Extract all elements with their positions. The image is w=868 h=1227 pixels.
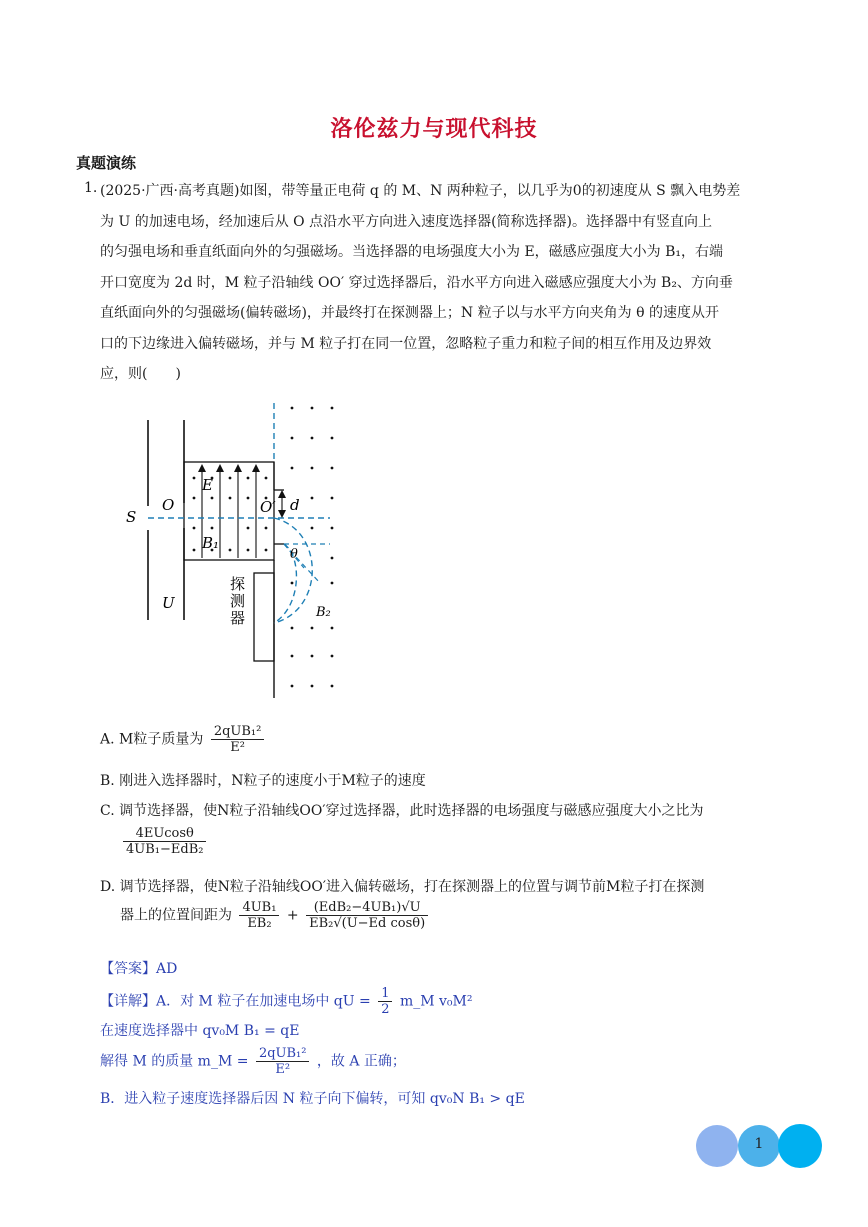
fraction-den: 2 [381, 1002, 390, 1017]
stem-line: 为 U 的加速电场，经加速后从 O 点沿水平方向进入速度选择器(简称选择器)。选择器中有竖直向上 [100, 213, 712, 230]
detail-line-1 [100, 986, 472, 1017]
stem-line: 应，则( ) [100, 366, 181, 382]
plus-sign: + [286, 907, 299, 924]
stem-line: 开口宽度为 2d 时，M 粒子沿轴线 OO′ 穿过选择器后，沿水平方向进入磁感应强度大小为 B₂、方向垂 [100, 274, 733, 291]
physics-diagram [120, 398, 350, 703]
fraction-num: 4UB₁ [239, 900, 279, 916]
page-title: 洛伦兹力与现代科技 [330, 117, 538, 142]
detector [254, 573, 274, 661]
label-b2: B₂ [316, 605, 331, 620]
fraction-num: 1 [378, 986, 392, 1002]
fraction [239, 900, 279, 931]
option-d-line2 [120, 900, 431, 931]
fraction [123, 826, 206, 857]
option-c-fraction [120, 826, 209, 857]
fraction [256, 1046, 310, 1077]
detail-line-3 [100, 1046, 406, 1077]
fraction-num: (EdB₂−4UB₁)√U [306, 900, 428, 916]
page-circle-left [696, 1125, 738, 1167]
fraction [306, 900, 428, 931]
stem-line: (2025·广西·高考真题)如图，带等量正电荷 q 的 M、N 两种粒子，以几乎为0的初速度从 S 飘入电势差 [100, 183, 741, 199]
question-stem [100, 176, 800, 390]
label-e: E [202, 476, 213, 494]
fraction-num: 2qUB₁² [211, 724, 265, 740]
option-c: C. 调节选择器，使N粒子沿轴线OO′穿过选择器，此时选择器的电场强度与磁感应强度大小之比为 [100, 803, 704, 819]
label-u: U [162, 594, 175, 612]
section-heading: 真题演练 [76, 154, 137, 172]
option-a [100, 724, 267, 755]
fraction-den: 4UB₁−EdB₂ [126, 842, 204, 857]
label-o: O [162, 496, 175, 514]
stem-line: 口的下边缘进入偏转磁场，并与 M 粒子打在同一位置，忽略粒子重力和粒子间的相互作用及边界效 [100, 335, 712, 352]
label-b1: B₁ [202, 534, 220, 552]
page-circle-right [778, 1124, 822, 1168]
fraction-num: 2qUB₁² [256, 1046, 310, 1062]
detector-label-1: 探 [230, 575, 246, 593]
fraction-den: EB₂ [247, 916, 272, 931]
option-d: D. 调节选择器，使N粒子沿轴线OO′进入偏转磁场，打在探测器上的位置与调节前M粒子打在探测 [100, 879, 705, 895]
fraction [211, 724, 265, 755]
stem-line: 的匀强电场和垂直纸面向外的匀强磁场。当选择器的电场强度大小为 E，磁感应强度大小为 B₁，右端 [100, 244, 724, 260]
label-d: d [290, 496, 300, 514]
answer-label: 【答案】AD [100, 961, 178, 977]
detail-text: ，故 A 正确； [316, 1053, 406, 1070]
detail-text: m_M v₀M² [399, 993, 473, 1010]
label-s: S [126, 508, 137, 526]
detail-text: A．对 M 粒子在加速电场中 qU = [156, 993, 371, 1010]
detail-text: 解得 M 的质量 m_M = [100, 1053, 249, 1070]
stem-line: 直纸面向外的匀强磁场(偏转磁场)，并最终打在探测器上；N 粒子以与水平方向夹角为 θ 的速度从开 [100, 305, 719, 321]
detector-label-2: 测 [230, 592, 246, 610]
detail-line-4: B．进入粒子速度选择器后因 N 粒子向下偏转，可知 qv₀N B₁ > qE [100, 1091, 525, 1107]
option-d-text2: 器上的位置间距为 [120, 907, 232, 924]
option-a-text: A. M粒子质量为 [100, 731, 204, 748]
m-trajectory [274, 518, 312, 623]
fraction-den: E² [230, 740, 245, 755]
fraction-den: EB₂√(U−Ed cosθ) [309, 916, 426, 931]
fraction [378, 986, 392, 1017]
label-o-prime: O′ [260, 498, 276, 516]
page-number: 1 [754, 1136, 764, 1152]
question-number: 1. [84, 180, 98, 196]
fraction-den: E² [275, 1062, 291, 1077]
label-theta: θ [290, 547, 298, 562]
fraction-num: 4EUcosθ [123, 826, 206, 842]
option-b: B. 刚进入选择器时，N粒子的速度小于M粒子的速度 [100, 773, 426, 789]
detail-line-2: 在速度选择器中 qv₀M B₁ = qE [100, 1023, 300, 1039]
detail-label: 【详解】 [100, 993, 156, 1010]
detector-label-3: 器 [230, 609, 246, 627]
